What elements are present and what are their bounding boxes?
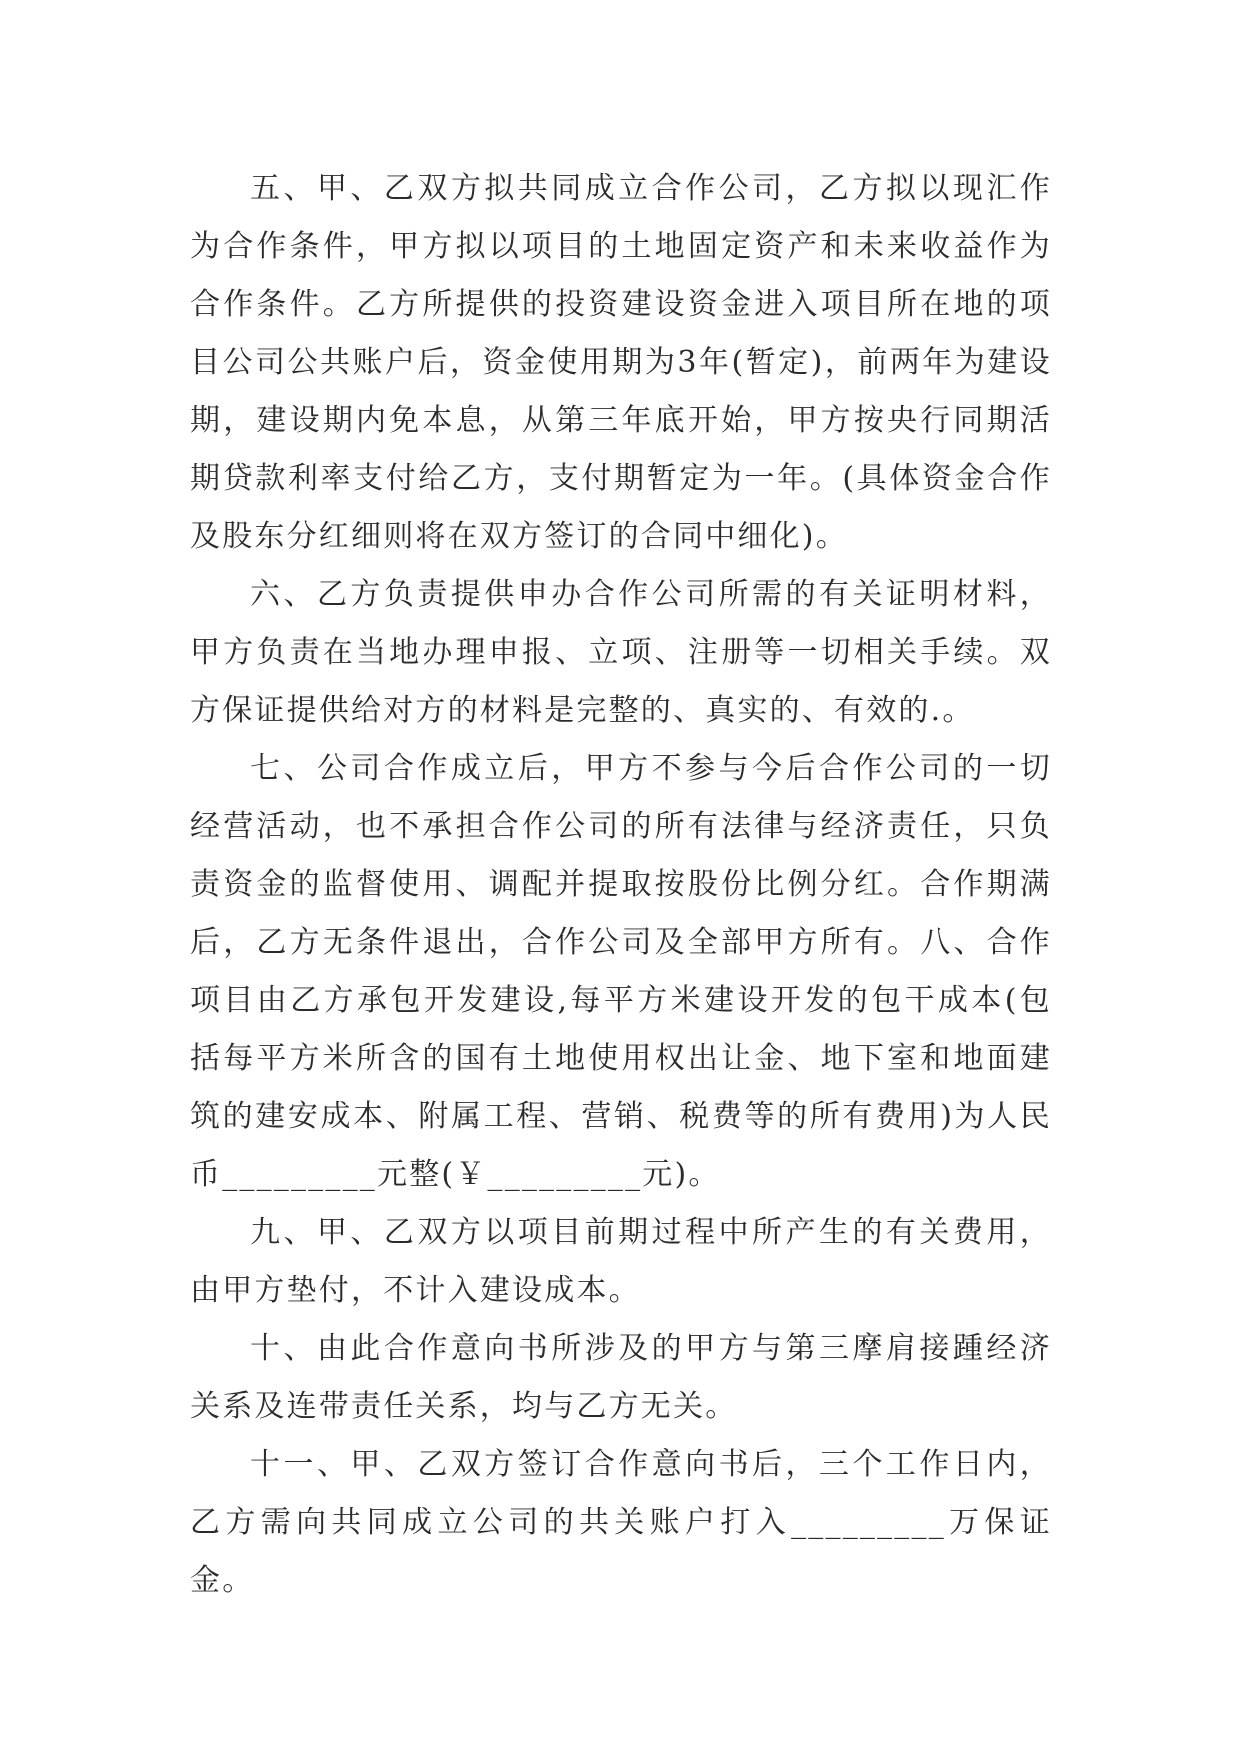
paragraph-clause-11: 十一、甲、乙双方签订合作意向书后，三个工作日内，乙方需向共同成立公司的共关账户打入_________万保证金。 (190, 1447, 1052, 1598)
paragraph-clause-6: 六、乙方负责提供申办合作公司所需的有关证明材料，甲方负责在当地办理申报、立项、注册等一切相关手续。双方保证提供给对方的材料是完整的、真实的、有效的.。 (190, 577, 1052, 728)
paragraph-clause-9: 九、甲、乙双方以项目前期过程中所产生的有关费用，由甲方垫付，不计入建设成本。 (190, 1215, 1052, 1308)
document-page (190, 160, 1052, 1610)
paragraph-clause-5: 五、甲、乙双方拟共同成立合作公司，乙方拟以现汇作为合作条件，甲方拟以项目的土地固定资产和未来收益作为合作条件。乙方所提供的投资建设资金进入项目所在地的项目公司公共账户后，资金使用期为3年(暂定)，前两年为建设期，建设期内免本息，从第三年底开始，甲方按央行同期活期贷款利率支付给乙方，支付期暂定为一年。(具体资金合作及股东分红细则将在双方签订的合同中细化)。 (190, 171, 1052, 554)
paragraph-clause-10: 十、由此合作意向书所涉及的甲方与第三摩肩接踵经济关系及连带责任关系，均与乙方无关。 (190, 1331, 1052, 1424)
paragraph-clause-7-8: 七、公司合作成立后，甲方不参与今后合作公司的一切经营活动，也不承担合作公司的所有法律与经济责任，只负责资金的监督使用、调配并提取按股份比例分红。合作期满后，乙方无条件退出，合作公司及全部甲方所有。八、合作项目由乙方承包开发建设,每平方米建设开发的包干成本(包括每平方米所含的国有土地使用权出让金、地下室和地面建筑的建安成本、附属工程、营销、税费等的所有费用)为人民币_________元整(￥_________元)。 (190, 751, 1052, 1192)
